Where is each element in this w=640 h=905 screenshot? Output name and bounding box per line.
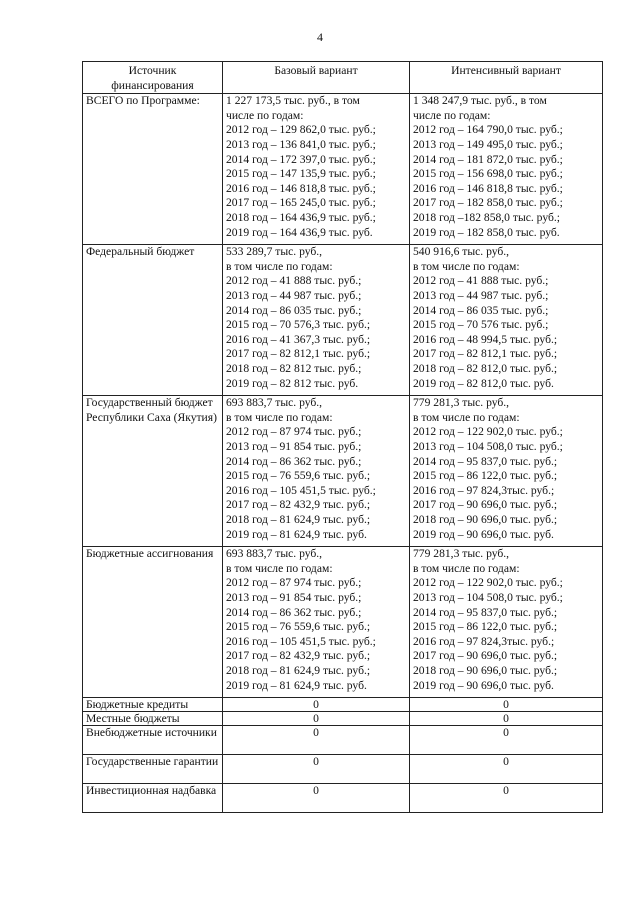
intensive-value-line: 540 916,6 тыс. руб., bbox=[413, 245, 510, 259]
intensive-value-line: 2013 год – 149 495,0 тыс. руб.; bbox=[413, 137, 563, 151]
base-value-line: 2015 год – 147 135,9 тыс. руб.; bbox=[226, 167, 376, 181]
intensive-value-line: 2014 год – 95 837,0 тыс. руб.; bbox=[413, 605, 558, 619]
header-source: Источник финансирования bbox=[83, 62, 223, 94]
base-value-line: 2018 год – 81 624,9 тыс. руб.; bbox=[226, 512, 371, 526]
base-value-line: 2019 год – 81 624,9 тыс. руб. bbox=[226, 678, 367, 692]
row-source-label: Государственный бюджет Республики Саха (Якутия) bbox=[83, 396, 223, 547]
intensive-value-line: 2013 год – 44 987 тыс. руб.; bbox=[413, 288, 549, 302]
intensive-value-line: 2014 год – 86 035 тыс. руб.; bbox=[413, 303, 549, 317]
intensive-value-line: 2016 год – 146 818,8 тыс. руб.; bbox=[413, 181, 563, 195]
intensive-value-line: 2012 год – 122 902,0 тыс. руб.; bbox=[413, 576, 563, 590]
row-intensive-value: 0 bbox=[410, 726, 603, 755]
base-value-line: 2017 год – 82 432,9 тыс. руб.; bbox=[226, 498, 371, 512]
intensive-value-line: 2018 год – 90 696,0 тыс. руб.; bbox=[413, 512, 558, 526]
row-source-label: Инвестиционная надбавка bbox=[83, 784, 223, 813]
intensive-value-line: 2013 год – 104 508,0 тыс. руб.; bbox=[413, 590, 563, 604]
intensive-value-line: 2015 год – 156 698,0 тыс. руб.; bbox=[413, 167, 563, 181]
base-value-line: 2012 год – 41 888 тыс. руб.; bbox=[226, 274, 362, 288]
intensive-value-line: 1 348 247,9 тыс. руб., в том bbox=[413, 94, 547, 108]
base-value-line: 2012 год – 87 974 тыс. руб.; bbox=[226, 425, 362, 439]
intensive-value-line: 2015 год – 86 122,0 тыс. руб.; bbox=[413, 620, 558, 634]
base-value-line: 2014 год – 172 397,0 тыс. руб.; bbox=[226, 152, 376, 166]
base-value-line: в том числе по годам: bbox=[226, 561, 333, 575]
table-row bbox=[83, 726, 603, 755]
intensive-value-line: 2012 год – 164 790,0 тыс. руб.; bbox=[413, 123, 563, 137]
intensive-value-line: 2019 год – 90 696,0 тыс. руб. bbox=[413, 678, 554, 692]
base-value-line: 2013 год – 136 841,0 тыс. руб.; bbox=[226, 137, 376, 151]
base-value-line: 2018 год – 82 812 тыс. руб.; bbox=[226, 361, 362, 375]
intensive-value-line: 2016 год – 97 824,3тыс. руб.; bbox=[413, 483, 555, 497]
table-row bbox=[83, 712, 603, 726]
base-value-line: 2018 год – 81 624,9 тыс. руб.; bbox=[226, 663, 371, 677]
base-value-line: числе по годам: bbox=[226, 108, 304, 122]
intensive-value-line: 779 281,3 тыс. руб., bbox=[413, 547, 510, 561]
intensive-value-line: 2014 год – 95 837,0 тыс. руб.; bbox=[413, 454, 558, 468]
row-base-values bbox=[223, 94, 410, 245]
base-value-line: 2012 год – 87 974 тыс. руб.; bbox=[226, 576, 362, 590]
base-value-line: 2016 год – 41 367,3 тыс. руб.; bbox=[226, 332, 371, 346]
row-intensive-values bbox=[410, 396, 603, 547]
base-value-line: 2015 год – 76 559,6 тыс. руб.; bbox=[226, 469, 371, 483]
intensive-value-line: 2018 год –182 858,0 тыс. руб.; bbox=[413, 210, 560, 224]
row-source-label: Местные бюджеты bbox=[83, 712, 223, 726]
base-value-line: 693 883,7 тыс. руб., bbox=[226, 396, 323, 410]
base-value-line: 2016 год – 105 451,5 тыс. руб.; bbox=[226, 634, 376, 648]
financing-table bbox=[82, 61, 603, 813]
row-source-label: Государственные гарантии bbox=[83, 755, 223, 784]
table-row bbox=[83, 547, 603, 698]
row-base-value: 0 bbox=[223, 712, 410, 726]
row-base-value: 0 bbox=[223, 698, 410, 712]
row-base-value: 0 bbox=[223, 784, 410, 813]
row-base-values bbox=[223, 547, 410, 698]
base-value-line: 2015 год – 76 559,6 тыс. руб.; bbox=[226, 620, 371, 634]
base-value-line: в том числе по годам: bbox=[226, 259, 333, 273]
table-header-row bbox=[83, 62, 603, 94]
base-value-line: 533 289,7 тыс. руб., bbox=[226, 245, 323, 259]
row-source-label: Бюджетные кредиты bbox=[83, 698, 223, 712]
table-row bbox=[83, 755, 603, 784]
base-value-line: 2019 год – 81 624,9 тыс. руб. bbox=[226, 527, 367, 541]
intensive-value-line: в том числе по годам: bbox=[413, 561, 520, 575]
intensive-value-line: 2018 год – 82 812,0 тыс. руб.; bbox=[413, 361, 558, 375]
base-value-line: 2015 год – 70 576,3 тыс. руб.; bbox=[226, 318, 371, 332]
table-row bbox=[83, 396, 603, 547]
intensive-value-line: 2015 год – 70 576 тыс. руб.; bbox=[413, 318, 549, 332]
intensive-value-line: 2018 год – 90 696,0 тыс. руб.; bbox=[413, 663, 558, 677]
intensive-value-line: 2015 год – 86 122,0 тыс. руб.; bbox=[413, 469, 558, 483]
intensive-value-line: в том числе по годам: bbox=[413, 410, 520, 424]
table-row bbox=[83, 698, 603, 712]
intensive-value-line: в том числе по годам: bbox=[413, 259, 520, 273]
row-base-value: 0 bbox=[223, 755, 410, 784]
table-row bbox=[83, 784, 603, 813]
row-intensive-value: 0 bbox=[410, 698, 603, 712]
page-number: 4 bbox=[317, 30, 323, 44]
row-source-label: Внебюджетные источники bbox=[83, 726, 223, 755]
base-value-line: 2014 год – 86 035 тыс. руб.; bbox=[226, 303, 362, 317]
intensive-value-line: 2017 год – 90 696,0 тыс. руб.; bbox=[413, 649, 558, 663]
intensive-value-line: 2016 год – 48 994,5 тыс. руб.; bbox=[413, 332, 558, 346]
base-value-line: 2017 год – 165 245,0 тыс. руб.; bbox=[226, 196, 376, 210]
intensive-value-line: 2016 год – 97 824,3тыс. руб.; bbox=[413, 634, 555, 648]
row-source-label: Федеральный бюджет bbox=[83, 245, 223, 396]
intensive-value-line: 2017 год – 82 812,1 тыс. руб.; bbox=[413, 347, 558, 361]
base-value-line: 1 227 173,5 тыс. руб., в том bbox=[226, 94, 360, 108]
base-value-line: 2017 год – 82 812,1 тыс. руб.; bbox=[226, 347, 371, 361]
table-row bbox=[83, 94, 603, 245]
row-intensive-values bbox=[410, 547, 603, 698]
base-value-line: 2014 год – 86 362 тыс. руб.; bbox=[226, 454, 362, 468]
base-value-line: 2019 год – 82 812 тыс. руб. bbox=[226, 376, 359, 390]
base-value-line: 2012 год – 129 862,0 тыс. руб.; bbox=[226, 123, 376, 137]
intensive-value-line: 2012 год – 122 902,0 тыс. руб.; bbox=[413, 425, 563, 439]
row-base-value: 0 bbox=[223, 726, 410, 755]
header-intensive: Интенсивный вариант bbox=[410, 62, 603, 94]
row-intensive-values bbox=[410, 94, 603, 245]
row-source-label: Бюджетные ассигнования bbox=[83, 547, 223, 698]
row-intensive-values bbox=[410, 245, 603, 396]
row-intensive-value: 0 bbox=[410, 784, 603, 813]
intensive-value-line: 2019 год – 82 812,0 тыс. руб. bbox=[413, 376, 554, 390]
base-value-line: 2016 год – 105 451,5 тыс. руб.; bbox=[226, 483, 376, 497]
row-intensive-value: 0 bbox=[410, 712, 603, 726]
base-value-line: 2016 год – 146 818,8 тыс. руб.; bbox=[226, 181, 376, 195]
intensive-value-line: 2012 год – 41 888 тыс. руб.; bbox=[413, 274, 549, 288]
base-value-line: 2013 год – 44 987 тыс. руб.; bbox=[226, 288, 362, 302]
base-value-line: 2019 год – 164 436,9 тыс. руб. bbox=[226, 225, 373, 239]
intensive-value-line: 2017 год – 90 696,0 тыс. руб.; bbox=[413, 498, 558, 512]
base-value-line: 2013 год – 91 854 тыс. руб.; bbox=[226, 590, 362, 604]
row-source-label: ВСЕГО по Программе: bbox=[83, 94, 223, 245]
base-value-line: 2018 год – 164 436,9 тыс. руб.; bbox=[226, 210, 376, 224]
row-base-values bbox=[223, 396, 410, 547]
row-intensive-value: 0 bbox=[410, 755, 603, 784]
header-base: Базовый вариант bbox=[223, 62, 410, 94]
intensive-value-line: 2017 год – 182 858,0 тыс. руб.; bbox=[413, 196, 563, 210]
base-value-line: 693 883,7 тыс. руб., bbox=[226, 547, 323, 561]
intensive-value-line: 2014 год – 181 872,0 тыс. руб.; bbox=[413, 152, 563, 166]
intensive-value-line: 2013 год – 104 508,0 тыс. руб.; bbox=[413, 439, 563, 453]
intensive-value-line: 2019 год – 90 696,0 тыс. руб. bbox=[413, 527, 554, 541]
intensive-value-line: числе по годам: bbox=[413, 108, 491, 122]
intensive-value-line: 779 281,3 тыс. руб., bbox=[413, 396, 510, 410]
base-value-line: в том числе по годам: bbox=[226, 410, 333, 424]
base-value-line: 2013 год – 91 854 тыс. руб.; bbox=[226, 439, 362, 453]
table-row bbox=[83, 245, 603, 396]
intensive-value-line: 2019 год – 182 858,0 тыс. руб. bbox=[413, 225, 560, 239]
base-value-line: 2017 год – 82 432,9 тыс. руб.; bbox=[226, 649, 371, 663]
base-value-line: 2014 год – 86 362 тыс. руб.; bbox=[226, 605, 362, 619]
row-base-values bbox=[223, 245, 410, 396]
